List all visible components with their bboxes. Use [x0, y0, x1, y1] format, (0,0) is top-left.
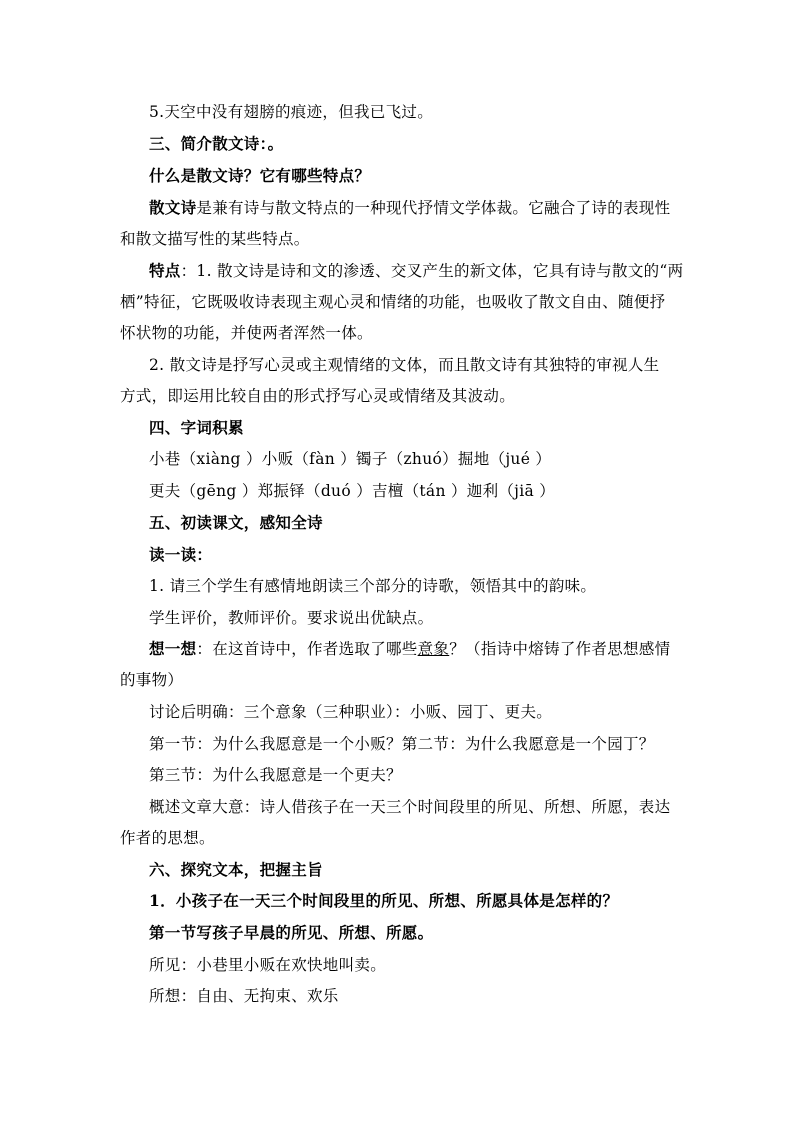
- underlined-term: 意象: [417, 640, 450, 658]
- paragraph-line: 的事物）: [120, 671, 184, 689]
- text-line: 5.天空中没有翅膀的痕迹，但我已飞过。: [149, 103, 433, 121]
- vocab-line: 更夫（gēng ）郑振铎（duó ）吉檀（tán ）迦利（jiā ）: [149, 482, 556, 500]
- question-heading: 1．小孩子在一天三个时间段里的所见、所想、所愿具体是怎样的？: [149, 891, 619, 910]
- term-label: 散文诗: [149, 198, 197, 217]
- sub-heading: 第一节写孩子早晨的所见、所想、所愿。: [149, 923, 434, 942]
- term-text: ：在这首诗中，作者选取了哪些: [196, 640, 418, 658]
- paragraph-line: 概述文章大意：诗人借孩子在一天三个时间段里的所见、所想、所愿，表达: [149, 798, 671, 816]
- paragraph-line: 和散文描写性的某些特点。: [120, 230, 310, 248]
- paragraph-line: 方式，即运用比较自由的形式抒写心灵或情绪及其波动。: [120, 387, 516, 405]
- section-heading: 三、简介散文诗：。: [149, 134, 284, 153]
- sub-heading: 读一读：: [149, 545, 213, 564]
- paragraph-line: [149, 639, 670, 659]
- section-heading: 六、探究文本，把握主旨: [149, 860, 323, 879]
- term-text: 是兼有诗与散文特点的一种现代抒情文学体裁。它融合了诗的表现性: [196, 199, 671, 217]
- paragraph-line: [149, 261, 683, 281]
- vocab-line: 小巷（xiàng ）小贩（fàn ）镯子（zhuó）掘地（jué ）: [149, 450, 552, 468]
- paragraph-line: 2. 散文诗是抒写心灵或主观情绪的文体，而且散文诗有其独特的审视人生: [149, 356, 660, 374]
- term-label: 特点: [149, 261, 181, 280]
- paragraph-line: 所想：自由、无拘束、欢乐: [149, 987, 339, 1005]
- paragraph-line: 第三节：为什么我愿意是一个更夫？: [149, 766, 402, 784]
- section-heading: 五、初读课文，感知全诗: [149, 513, 323, 532]
- term-text: ？（指诗中熔铸了作者思想感情: [449, 640, 671, 658]
- paragraph-line: 第一节：为什么我愿意是一个小贩？第二节：为什么我愿意是一个园丁？: [149, 735, 655, 753]
- paragraph-line: 1. 请三个学生有感情地朗读三个部分的诗歌，领悟其中的韵味。: [149, 577, 597, 595]
- term-text: ：1. 散文诗是诗和文的渗透、交叉产生的新文体，它具有诗与散文的“两: [180, 262, 684, 280]
- paragraph-line: 怀状物的功能，并使两者浑然一体。: [120, 324, 373, 342]
- question-heading: 什么是散文诗？它有哪些特点？: [149, 166, 371, 185]
- term-label: 想一想: [149, 639, 197, 658]
- paragraph-line: 栖”特征，它既吸收诗表现主观心灵和情绪的功能，也吸收了散文自由、随便抒: [120, 293, 666, 311]
- section-heading: 四、字词积累: [149, 418, 244, 437]
- paragraph-line: [149, 198, 670, 218]
- paragraph-line: 讨论后明确：三个意象（三种职业）：小贩、园丁、更夫。: [149, 703, 553, 721]
- paragraph-line: 作者的思想。: [120, 829, 215, 847]
- paragraph-line: 所见：小巷里小贩在欢快地叫卖。: [149, 956, 387, 974]
- paragraph-line: 学生评价，教师评价。要求说出优缺点。: [149, 609, 434, 627]
